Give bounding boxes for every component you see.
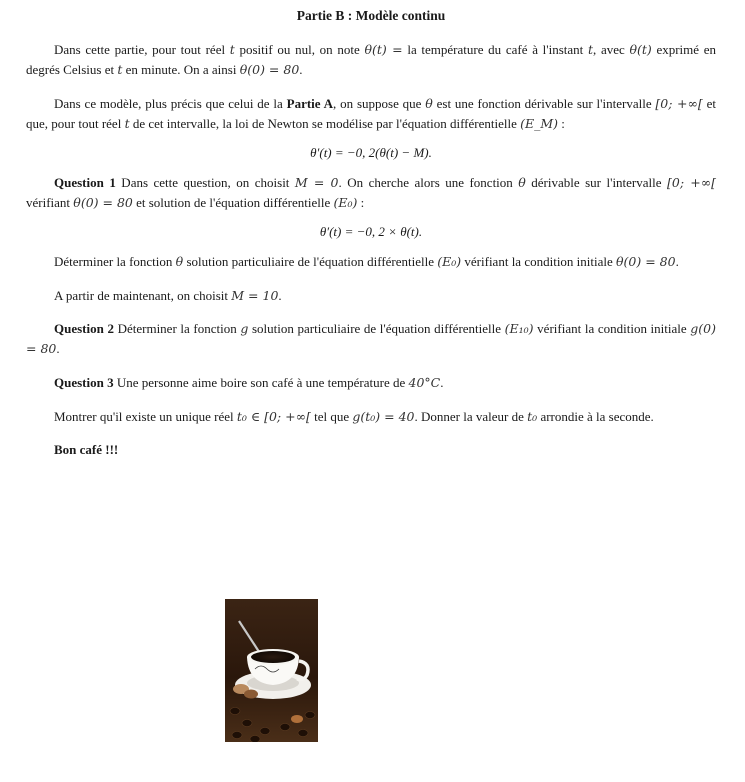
math-initial-condition: θ(0) = 80 <box>239 62 300 77</box>
math-theta: θ <box>518 174 526 190</box>
text: , on suppose que <box>333 95 426 111</box>
question-3-label: Question 3 <box>54 374 114 390</box>
text: arrondie à la seconde. <box>537 408 654 424</box>
text: vérifiant la condition initiale <box>533 321 691 337</box>
math-e0: (E₀) <box>437 253 462 269</box>
text: Une personne aime boire son café à une température de <box>113 374 409 390</box>
math-interval: [0; +∞[ <box>655 95 703 111</box>
text: : <box>558 115 565 131</box>
math-initial-condition: θ(0) = 80 <box>73 194 133 210</box>
math-em: (E_M) <box>520 115 559 131</box>
math-initial-condition: θ(0) = 80 <box>616 253 676 269</box>
text: dérivable sur l'intervalle <box>525 174 667 190</box>
question-3-task <box>26 407 716 427</box>
math-g0: g(0) = 80 <box>26 321 716 356</box>
math-t: t <box>229 42 235 58</box>
coffee-cup-image <box>225 599 318 742</box>
text: positif ou nul, on note <box>234 42 365 58</box>
math-theta-t: θ(t) <box>629 42 652 58</box>
question-1-task <box>26 252 716 272</box>
model-paragraph <box>26 94 716 134</box>
text: Dans cette question, on choisit <box>115 174 295 190</box>
text: , avec <box>593 42 630 58</box>
text: et que, pour tout réel <box>26 95 716 131</box>
question-1-label: Question 1 <box>54 174 116 190</box>
math-t: t <box>124 115 130 131</box>
from-now-paragraph <box>26 286 716 306</box>
math-t: t <box>117 62 123 77</box>
math-theta-t: θ(t) = <box>364 42 403 58</box>
text: Dans ce modèle, plus précis que celui de la <box>54 95 287 111</box>
math-theta: θ <box>425 95 433 111</box>
math-temp40: 40°C <box>408 374 441 390</box>
text: et solution de l'équation différentielle <box>132 194 334 210</box>
text: Dans cette partie, pour tout réel <box>54 42 230 58</box>
text: vérifiant <box>26 194 74 210</box>
text: . Donner la valeur de <box>414 408 528 424</box>
math-theta: θ <box>175 253 184 269</box>
text: solution particuliaire de l'équation différentielle <box>183 253 438 269</box>
question-1-paragraph <box>26 173 716 213</box>
question-2-paragraph <box>26 319 716 359</box>
math-t: t <box>587 42 593 58</box>
text: est une fonction dérivable sur l'intervalle <box>432 95 656 111</box>
text: la température du café à l'instant <box>402 42 588 58</box>
math-interval: [0; +∞[ <box>667 174 717 190</box>
text: de cet intervalle, la loi de Newton se modélise par l'équation différentielle <box>129 115 521 131</box>
question-3-paragraph <box>26 373 716 393</box>
math-e10: (E₁₀) <box>504 321 534 337</box>
text: . <box>56 341 60 356</box>
question-2-label: Question 2 <box>54 321 114 337</box>
text: Déterminer la fonction <box>113 321 241 337</box>
text: exprimé en degrés Celsius et <box>26 42 717 77</box>
math-g: g <box>240 321 249 337</box>
text: Déterminer la fonction <box>54 253 176 269</box>
intro-paragraph <box>26 40 716 80</box>
text: tel que <box>310 408 353 424</box>
text: en minute. On a ainsi <box>122 62 240 77</box>
equation-em: θ′(t) = −0, 2(θ(t) − M). <box>310 145 432 161</box>
text: . On cherche alors une fonction <box>338 174 519 190</box>
part-a-ref: Partie A <box>286 95 334 111</box>
coffee-photo <box>225 599 318 742</box>
equation-e0: θ′(t) = −0, 2 × θ(t). <box>319 224 423 240</box>
math-m0: M = 0 <box>294 174 339 190</box>
math-t0-in-interval: t₀ ∈ [0; +∞[ <box>236 408 311 424</box>
section-title: Partie B : Modèle continu <box>296 8 446 23</box>
text: . <box>299 62 303 77</box>
document-page <box>26 6 716 460</box>
text: : <box>357 194 365 210</box>
closing-text: Bon café !!! <box>54 442 119 458</box>
math-m10: M = 10 <box>231 287 279 303</box>
text: . <box>440 374 444 390</box>
text: solution particuliaire de l'équation différentielle <box>248 321 505 337</box>
text: . <box>278 287 282 303</box>
text: Montrer qu'il existe un unique réel <box>54 408 237 424</box>
math-g-t0: g(t₀) = 40 <box>352 408 415 424</box>
text: vérifiant la condition initiale <box>461 253 617 269</box>
math-t0: t₀ <box>527 408 538 424</box>
text: A partir de maintenant, on choisit <box>54 287 232 303</box>
text: . <box>675 253 679 269</box>
math-e0: (E₀) <box>333 194 358 210</box>
